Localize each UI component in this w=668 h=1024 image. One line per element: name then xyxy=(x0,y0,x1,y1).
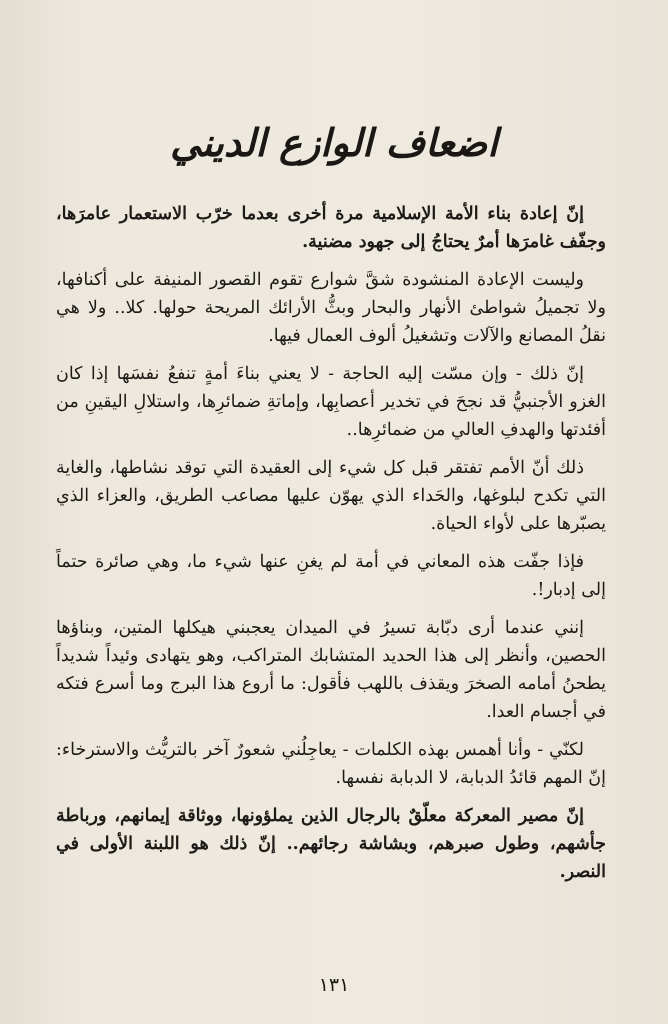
paragraph: إنّ ذلك - وإن مسّت إليه الحاجة - لا يعني بناءَ أمةٍ تنفعُ نفسَها إذا كان الغزو الأجنبيُّ قد نجحَ في تخدير أعصابِها، وإماتةِ ضمائرِها، واستلالِ اليقينِ من أفئدتها والهدفِ العالي من ضمائرِها.. xyxy=(56,364,606,440)
body-text xyxy=(56,200,606,896)
paragraph: ذلك أنّ الأمم تفتقر قبل كل شيء إلى العقيدة التي توقد نشاطها، والغاية التي تكدح لبلوغها، والحَداء الذي يهوّن عليها مصاعب الطريق، والعزاء الذي يصبّرها على لأواء الحياة. xyxy=(56,458,606,534)
paragraph: إنّ إعادة بناء الأمة الإسلامية مرة أخرى بعدما خرّب الاستعمار عامرَها، وجفّف غامرَها أمرٌ يحتاجُ إلى جهود مضنية. xyxy=(56,204,606,252)
paragraph: إنني عندما أرى دبّابة تسيرُ في الميدان يعجبني هيكلها المتين، وبناؤها الحصين، وأنظر إلى هذا الحديد المتشابك المتراكب، وهو يتهادى وئيداً شديداً يطحنُ أمامه الصخرَ ويقذف باللهب فأقول: ما أروع هذا البرج وما أسرع فتكه في أجسام العدا. xyxy=(56,618,606,722)
paragraph: إنّ مصير المعركة معلّقٌ بالرجال الذين يملؤونها، ووثاقة إيمانهم، ورباطة جأشهم، وطول صبرهم، وبشاشة رجائهم.. إنّ ذلك هو اللبنة الأولى في النصر. xyxy=(56,806,606,882)
paragraph: وليست الإعادة المنشودة شقَّ شوارع تقوم القصور المنيفة على أكنافها، ولا تجميلُ شواطئ الأنهار والبحار وبثُّ الأرائك المريحة حولها. كلا.. ولا هي نقلُ المصانع والآلات وتشغيلُ ألوف العمال فيها. xyxy=(56,270,606,346)
paragraph: لكنّي - وأنا أهمس بهذه الكلمات - يعاجِلُني شعورٌ آخر بالتريُّث والاسترخاء: إنّ المهم قائدُ الدبابة، لا الدبابة نفسها. xyxy=(56,740,606,788)
page-number: ١٣١ xyxy=(318,974,350,996)
chapter-title: اضعاف الوازع الديني xyxy=(170,120,498,165)
paragraph: فإذا جفّت هذه المعاني في أمة لم يغنِ عنها شيء ما، وهي صائرة حتماً إلى إدبار!. xyxy=(56,552,606,600)
